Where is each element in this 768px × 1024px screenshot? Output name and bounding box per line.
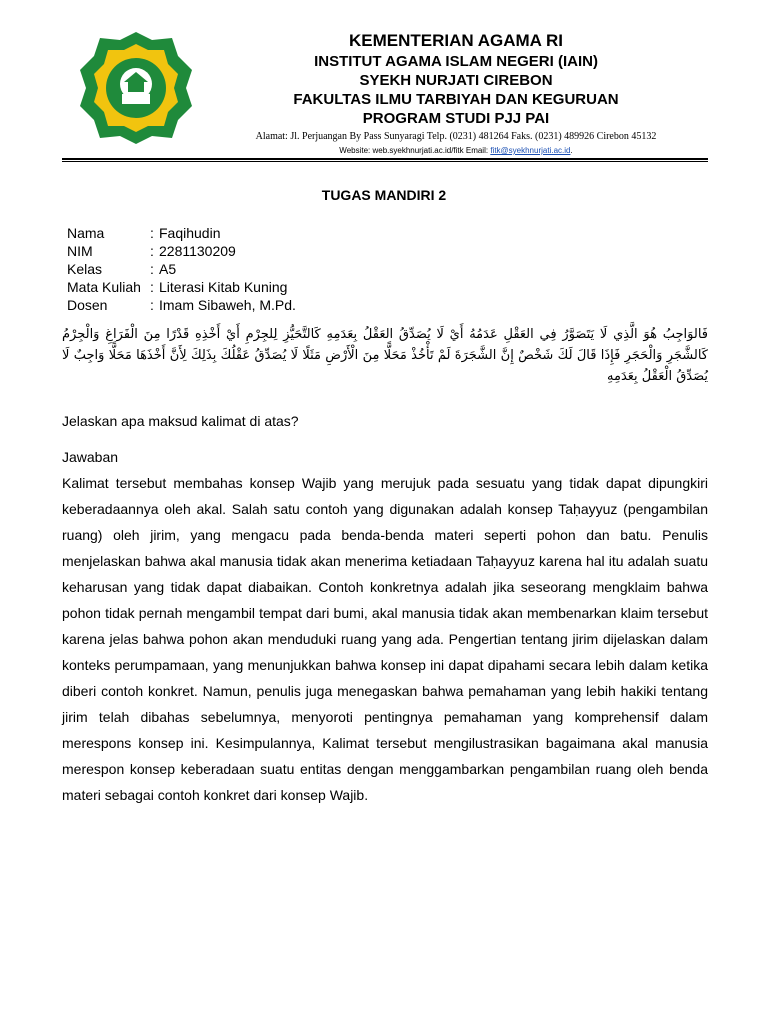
identity-row — [67, 242, 296, 260]
question-text: Jelaskan apa maksud kalimat di atas? — [62, 413, 299, 429]
identity-separator: : — [150, 279, 154, 295]
letterhead-program: PROGRAM STUDI PJJ PAI — [362, 110, 550, 127]
letterhead-faculty: FAKULTAS ILMU TARBIYAH DAN KEGURUAN — [293, 91, 619, 108]
letterhead-ministry: KEMENTERIAN AGAMA RI — [348, 31, 564, 50]
document-title: TUGAS MANDIRI 2 — [321, 187, 447, 203]
identity-separator: : — [150, 225, 154, 241]
identity-value: Imam Sibaweh, M.Pd. — [159, 297, 296, 313]
identity-separator: : — [150, 243, 154, 259]
answer-label: Jawaban — [62, 449, 119, 465]
identity-label: Mata Kuliah — [67, 279, 141, 295]
logo-building — [128, 82, 144, 92]
identity-value: A5 — [159, 261, 177, 277]
identity-value: 2281130209 — [159, 243, 236, 259]
arabic-quotation: فَالوَاجِبُ هُوَ الَّذِي لَا يَتَصَوَّرُ فِي العَقْلِ عَدَمُهُ أَيْ لَا يُصَدِّقُ العَقْلُ بِعَدَمِهِ كَالتَّحَيُّزِ لِلجِرْمِ أَيْ أَخْذِهِ قَدْرًا مِنَ الْفَرَاغِ وَالْجِرْمُ كَالشَّجَرِ وَالْحَجَرِ فَإِذَا قَالَ لَكَ شَخْصٌ إِنَّ الشَّجَرَةَ لَمْ تَأْخُذْ مَحَلًّا مِنَ الْأَرْضِ مَثَلًا لَا يُصَدِّقُ عَقْلُكَ بِذَلِكَ لِأَنَّ أَخْذَهَا مَحَلًّا وَاجِبٌ لَا يُصَدِّقُ الْعَقْلُ بِعَدَمِهِ — [62, 327, 708, 384]
identity-row — [67, 260, 296, 278]
identity-value: Literasi Kitab Kuning — [159, 279, 288, 295]
identity-row — [67, 296, 296, 314]
identity-block — [67, 224, 296, 314]
letterhead-rule-thin — [62, 161, 708, 162]
letterhead-institute: INSTITUT AGAMA ISLAM NEGERI (IAIN) — [314, 53, 598, 70]
identity-value: Faqihudin — [159, 225, 221, 241]
identity-row — [67, 278, 296, 296]
letterhead-rule-thick — [62, 158, 708, 160]
identity-label: NIM — [67, 243, 93, 259]
iain-logo — [78, 30, 194, 146]
answer-paragraph: Kalimat tersebut membahas konsep Wajib yang merujuk pada sesuatu yang tidak dapat dipungkiri keberadaannya oleh akal. Salah satu contoh yang digunakan adalah konsep Taḥayyuz (pengambilan ruang) oleh jirim, yang mengacu pada benda-benda materi seperti pohon dan batu. Penulis menjelaskan bahwa akal manusia tidak akan menerima ketiadaan Taḥayyuz karena hal itu adalah suatu keharusan yang tidak dapat diabaikan. Contoh konkretnya adalah jika seseorang mengklaim bahwa pohon tidak pernah mengambil tempat dari bumi, akal manusia tidak akan membenarkan klaim tersebut karena jelas bahwa pohon akan menduduki ruang yang ada. Pengertian tentang jirim dijelaskan dalam konteks perumpamaan, yang menunjukkan bahwa konsep ini dapat dipahami secara lebih dalam ketika diberi contoh konkret. Namun, penulis juga menegaskan bahwa pemahaman yang lebih hakiki tentang jirim telah dibahas sebelumnya, menyoroti pentingnya pemahaman yang komprehensif dalam merespons konsep ini. Kesimpulannya, Kalimat tersebut mengilustrasikan bagaimana akal manusia merespon konsep keberadaan suatu entitas dengan menggambarkan pengambilan ruang oleh benda materi sebagai contoh konkret dari konsep Wajib. — [62, 475, 708, 803]
letterhead — [200, 30, 712, 157]
letterhead-address: Alamat: Jl. Perjuangan By Pass Sunyaragi Telp. (0231) 481264 Faks. (0231) 489926 Cirebon 45132 — [255, 131, 657, 142]
identity-row — [67, 224, 296, 242]
email-link[interactable]: fitk@syekhnurjati.ac.id — [490, 146, 571, 155]
website-suffix: . — [570, 146, 573, 155]
identity-label: Kelas — [67, 261, 103, 277]
letterhead-campus: SYEKH NURJATI CIREBON — [359, 72, 553, 89]
website-prefix: Website: web.syekhnurjati.ac.id/fitk Email: — [339, 146, 491, 155]
identity-separator: : — [150, 297, 154, 313]
identity-label: Nama — [67, 225, 105, 241]
letterhead-website — [200, 144, 712, 157]
identity-label: Dosen — [67, 297, 108, 313]
identity-separator: : — [150, 261, 154, 277]
logo-book — [122, 94, 150, 104]
